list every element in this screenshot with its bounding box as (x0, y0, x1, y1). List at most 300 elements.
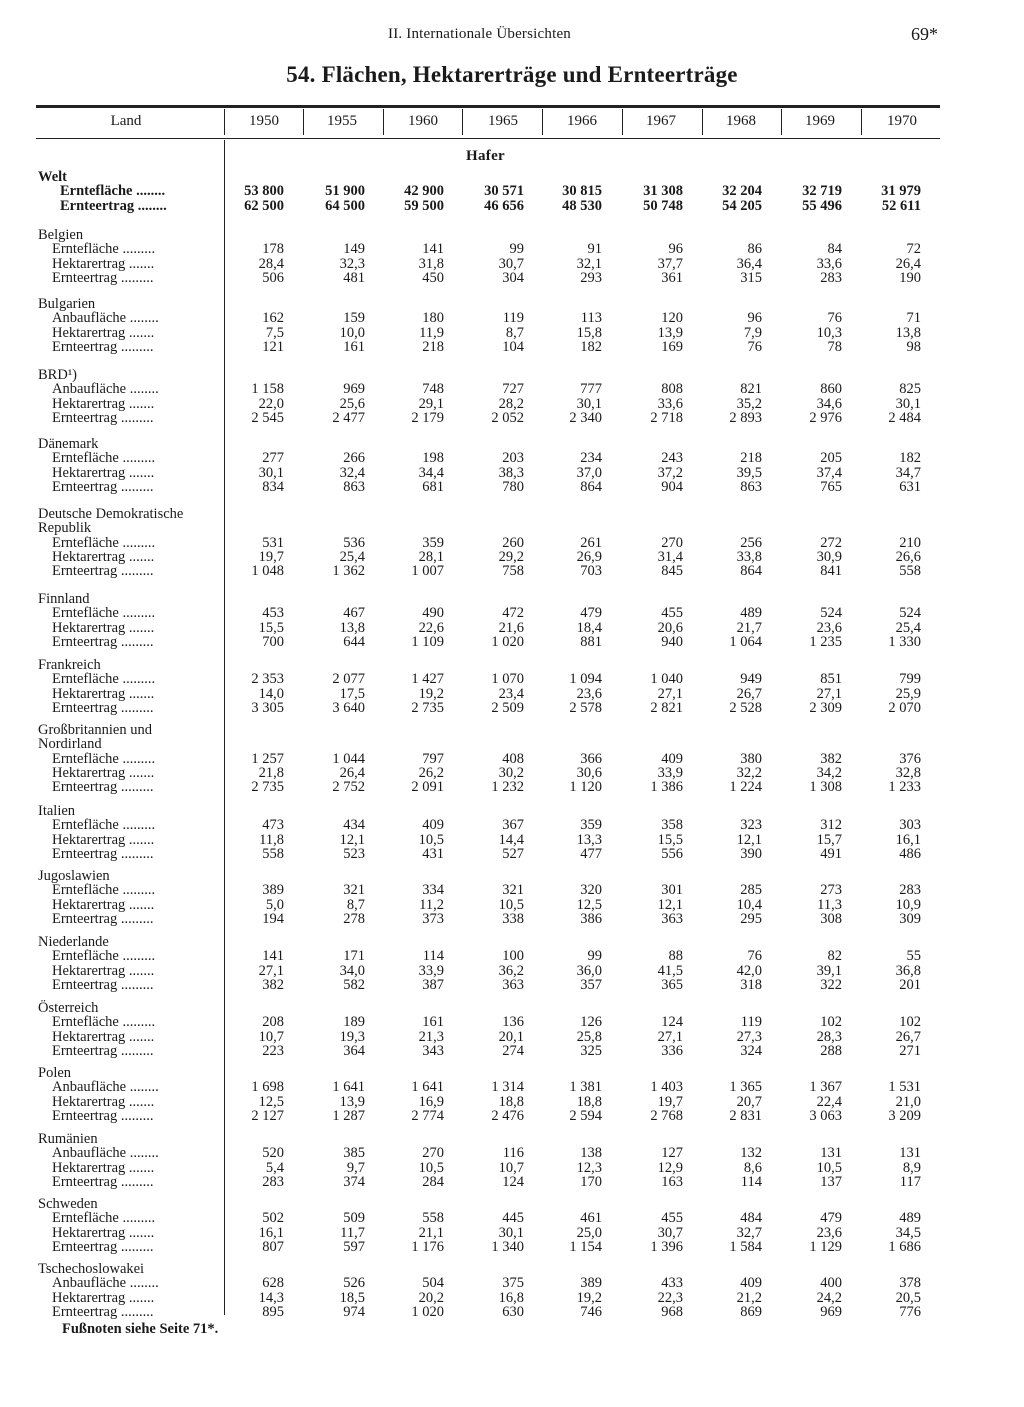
table-cell: 504 (422, 1275, 444, 1292)
table-cell: 19,3 (339, 1028, 365, 1045)
table-cell: 30,1 (576, 395, 602, 412)
table-cell: 39,5 (736, 464, 762, 481)
table-cell: 42 900 (404, 183, 444, 200)
table-cell: 34,0 (339, 962, 365, 979)
table-cell: 114 (740, 1173, 762, 1190)
table-cell: 35,2 (736, 395, 762, 412)
table-cell: 21,7 (736, 619, 762, 636)
table-cell: 55 496 (802, 197, 842, 214)
table-cell: 16,9 (418, 1093, 444, 1110)
table-cell: 367 (502, 817, 524, 834)
table-cell: 1 584 (729, 1238, 762, 1255)
table-cell: 293 (580, 269, 602, 286)
table-cell: 96 (747, 310, 762, 327)
table-cell: 9,7 (346, 1159, 365, 1176)
metric-label: Hektarertrag ....... (52, 764, 155, 781)
table-cell: 434 (343, 817, 365, 834)
table-cell: 531 (262, 534, 284, 551)
table-cell: 22,4 (816, 1093, 842, 1110)
table-cell: 16,1 (258, 1224, 284, 1241)
table-cell: 38,3 (498, 464, 524, 481)
table-cell: 30,1 (895, 395, 921, 412)
table-cell: 18,8 (576, 1093, 602, 1110)
metric-label: Ernteertrag ......... (52, 779, 154, 796)
table-cell: 864 (740, 563, 762, 580)
metric-label: Erntefläche ......... (52, 817, 156, 834)
table-cell: 261 (580, 534, 602, 551)
table-cell: 149 (343, 241, 365, 258)
table-cell: 321 (343, 882, 365, 899)
table-cell: 3 305 (251, 699, 284, 716)
table-cell: 30,1 (498, 1224, 524, 1241)
table-cell: 445 (502, 1210, 524, 1227)
metric-label: Anbaufläche ........ (52, 310, 159, 327)
table-cell: 1 686 (888, 1238, 921, 1255)
table-cell: 26,9 (576, 548, 602, 565)
table-cell: 524 (899, 605, 921, 622)
table-cell: 400 (820, 1275, 842, 1292)
table-cell: 1 232 (491, 779, 524, 796)
table-cell: 322 (820, 976, 842, 993)
table-cell: 33,9 (657, 764, 683, 781)
table-cell: 863 (343, 478, 365, 495)
table-cell: 776 (899, 1303, 921, 1320)
table-cell: 524 (820, 605, 842, 622)
column-divider (303, 109, 304, 135)
table-cell: 34,7 (895, 464, 921, 481)
metric-label: Hektarertrag ....... (52, 255, 155, 272)
table-cell: 895 (262, 1303, 284, 1320)
table-cell: 373 (422, 910, 444, 927)
table-cell: 2 509 (491, 699, 524, 716)
table-cell: 137 (820, 1173, 842, 1190)
column-header-year: 1955 (327, 113, 357, 129)
table-cell: 28,3 (816, 1028, 842, 1045)
table-cell: 477 (580, 845, 602, 862)
table-cell: 2 052 (491, 409, 524, 426)
table-cell: 14,4 (498, 831, 524, 848)
table-cell: 182 (580, 338, 602, 355)
table-cell: 22,6 (418, 619, 444, 636)
table-cell: 1 020 (411, 1303, 444, 1320)
metric-label: Hektarertrag ....... (52, 685, 155, 702)
table-cell: 27,1 (657, 685, 683, 702)
table-cell: 727 (502, 381, 524, 398)
table-cell: 777 (580, 381, 602, 398)
metric-label: Erntefläche ......... (52, 534, 156, 551)
table-cell: 218 (740, 450, 762, 467)
metric-label: Ernteertrag ......... (52, 910, 154, 927)
table-cell: 19,7 (258, 548, 284, 565)
country-name: Finnland (38, 591, 90, 607)
table-cell: 37,4 (816, 464, 842, 481)
table-cell: 28,4 (258, 255, 284, 272)
table-cell: 1 094 (569, 671, 602, 688)
table-cell: 37,0 (576, 464, 602, 481)
country-name: BRD¹) (38, 367, 77, 383)
table-cell: 34,5 (895, 1224, 921, 1241)
metric-label: Erntefläche ......... (52, 882, 156, 899)
metric-label: Ernteertrag ......... (52, 478, 154, 495)
metric-label: Erntefläche ........ (60, 183, 166, 200)
table-cell: 5,4 (265, 1159, 284, 1176)
metric-label: Hektarertrag ....... (52, 896, 155, 913)
table-cell: 32,4 (339, 464, 365, 481)
table-cell: 359 (580, 817, 602, 834)
metric-label: Ernteertrag ......... (52, 976, 154, 993)
table-cell: 243 (661, 450, 683, 467)
table-cell: 2 070 (888, 699, 921, 716)
metric-label: Hektarertrag ....... (52, 962, 155, 979)
table-cell: 36,0 (576, 962, 602, 979)
table-cell: 389 (262, 882, 284, 899)
table-cell: 26,2 (418, 764, 444, 781)
table-cell: 203 (502, 450, 524, 467)
table-cell: 12,9 (657, 1159, 683, 1176)
column-divider (861, 109, 862, 135)
metric-label: Hektarertrag ....... (52, 619, 155, 636)
table-cell: 19,2 (576, 1289, 602, 1306)
table-cell: 33,9 (418, 962, 444, 979)
metric-label: Hektarertrag ....... (52, 1224, 155, 1241)
column-divider (383, 109, 384, 135)
table-cell: 1 109 (411, 633, 444, 650)
table-cell: 597 (343, 1238, 365, 1255)
table-cell: 7,5 (265, 324, 284, 341)
table-cell: 582 (343, 976, 365, 993)
table-cell: 1 020 (491, 633, 524, 650)
table-cell: 124 (661, 1014, 683, 1031)
table-cell: 409 (422, 817, 444, 834)
metric-label: Ernteertrag ......... (52, 845, 154, 862)
table-cell: 2 484 (888, 409, 921, 426)
table-cell: 363 (502, 976, 524, 993)
page-number: 69* (911, 24, 938, 44)
table-cell: 25,6 (339, 395, 365, 412)
table-cell: 2 735 (411, 699, 444, 716)
table-cell: 33,6 (816, 255, 842, 272)
table-cell: 2 477 (332, 409, 365, 426)
table-cell: 102 (899, 1014, 921, 1031)
metric-label: Ernteertrag ......... (52, 563, 154, 580)
table-cell: 21,8 (258, 764, 284, 781)
table-cell: 484 (740, 1210, 762, 1227)
table-cell: 2 893 (729, 409, 762, 426)
table-cell: 375 (502, 1275, 524, 1292)
table-cell: 12,1 (657, 896, 683, 913)
table-cell: 21,1 (418, 1224, 444, 1241)
table-cell: 455 (661, 605, 683, 622)
table-cell: 303 (899, 817, 921, 834)
table-cell: 27,1 (816, 685, 842, 702)
table-cell: 26,7 (736, 685, 762, 702)
table-cell: 10,5 (816, 1159, 842, 1176)
table-cell: 1 340 (491, 1238, 524, 1255)
table-cell: 169 (661, 338, 683, 355)
table-cell: 100 (502, 948, 524, 965)
metric-label: Anbaufläche ........ (52, 1275, 159, 1292)
table-cell: 71 (906, 310, 921, 327)
metric-label: Hektarertrag ....... (52, 548, 155, 565)
table-cell: 851 (820, 671, 842, 688)
table-cell: 30,2 (498, 764, 524, 781)
table-cell: 409 (740, 1275, 762, 1292)
table-cell: 25,4 (339, 548, 365, 565)
table-cell: 283 (899, 882, 921, 899)
metric-label: Ernteertrag ......... (52, 1173, 154, 1190)
table-cell: 121 (262, 338, 284, 355)
table-cell: 8,7 (505, 324, 524, 341)
table-cell: 10,5 (418, 831, 444, 848)
table-cell: 509 (343, 1210, 365, 1227)
table-cell: 256 (740, 534, 762, 551)
table-cell: 31 308 (643, 183, 683, 200)
table-cell: 382 (820, 750, 842, 767)
table-cell: 10,7 (258, 1028, 284, 1045)
table-cell: 7,9 (743, 324, 762, 341)
column-divider (462, 109, 463, 135)
table-cell: 20,7 (736, 1093, 762, 1110)
table-cell: 486 (899, 845, 921, 862)
table-cell: 30,7 (657, 1224, 683, 1241)
table-cell: 15,5 (657, 831, 683, 848)
table-cell: 1 257 (251, 750, 284, 767)
table-cell: 536 (343, 534, 365, 551)
table-cell: 50 748 (643, 197, 683, 214)
table-cell: 208 (262, 1014, 284, 1031)
header-rule (36, 138, 940, 139)
table-cell: 825 (899, 381, 921, 398)
table-cell: 1 396 (650, 1238, 683, 1255)
metric-label: Ernteertrag ......... (52, 699, 154, 716)
table-cell: 12,1 (339, 831, 365, 848)
table-cell: 807 (262, 1238, 284, 1255)
table-cell: 10,9 (895, 896, 921, 913)
metric-label: Hektarertrag ....... (52, 395, 155, 412)
table-cell: 88 (668, 948, 683, 965)
country-name: Italien (38, 803, 76, 819)
metric-label: Anbaufläche ........ (52, 381, 159, 398)
table-cell: 1 314 (491, 1079, 524, 1096)
table-cell: 26,4 (339, 764, 365, 781)
table-cell: 940 (661, 633, 683, 650)
table-cell: 25,4 (895, 619, 921, 636)
column-divider (702, 109, 703, 135)
table-cell: 869 (740, 1303, 762, 1320)
table-cell: 1 287 (332, 1107, 365, 1124)
table-cell: 62 500 (244, 197, 284, 214)
country-name: Großbritannien und (38, 722, 152, 738)
table-cell: 20,6 (657, 619, 683, 636)
country-name: Bulgarien (38, 296, 96, 312)
table-cell: 20,2 (418, 1289, 444, 1306)
table-cell: 969 (343, 381, 365, 398)
table-cell: 703 (580, 563, 602, 580)
table-cell: 834 (262, 478, 284, 495)
table-cell: 378 (899, 1275, 921, 1292)
table-cell: 2 735 (251, 779, 284, 796)
table-cell: 343 (422, 1042, 444, 1059)
table-cell: 28,2 (498, 395, 524, 412)
table-cell: 278 (343, 910, 365, 927)
table-cell: 1 367 (809, 1079, 842, 1096)
table-cell: 30,1 (258, 464, 284, 481)
table-cell: 363 (661, 910, 683, 927)
table-cell: 2 353 (251, 671, 284, 688)
table-cell: 821 (740, 381, 762, 398)
table-cell: 34,4 (418, 464, 444, 481)
table-cell: 37,7 (657, 255, 683, 272)
table-cell: 113 (580, 310, 602, 327)
table-cell: 380 (740, 750, 762, 767)
table-cell: 20,1 (498, 1028, 524, 1045)
table-cell: 758 (502, 563, 524, 580)
table-cell: 467 (343, 605, 365, 622)
table-cell: 161 (343, 338, 365, 355)
table-cell: 180 (422, 310, 444, 327)
table-cell: 558 (262, 845, 284, 862)
table-cell: 974 (343, 1303, 365, 1320)
metric-label: Erntefläche ......... (52, 605, 156, 622)
table-cell: 390 (740, 845, 762, 862)
table-cell: 556 (661, 845, 683, 862)
table-cell: 32,1 (576, 255, 602, 272)
table-cell: 2 077 (332, 671, 365, 688)
table-cell: 1 154 (569, 1238, 602, 1255)
table-cell: 11,9 (419, 324, 444, 341)
table-cell: 25,0 (576, 1224, 602, 1241)
table-cell: 490 (422, 605, 444, 622)
table-cell: 808 (661, 381, 683, 398)
table-cell: 14,0 (258, 685, 284, 702)
column-header-year: 1968 (726, 113, 756, 129)
metric-label: Hektarertrag ....... (52, 1093, 155, 1110)
table-cell: 30 571 (484, 183, 524, 200)
table-cell: 780 (502, 478, 524, 495)
table-cell: 76 (747, 948, 762, 965)
table-cell: 357 (580, 976, 602, 993)
table-cell: 2 768 (650, 1107, 683, 1124)
table-cell: 171 (343, 948, 365, 965)
table-cell: 55 (906, 948, 921, 965)
table-cell: 271 (899, 1042, 921, 1059)
table-cell: 46 656 (484, 197, 524, 214)
table-cell: 223 (262, 1042, 284, 1059)
table-cell: 748 (422, 381, 444, 398)
column-divider (781, 109, 782, 135)
table-title: 54. Flächen, Hektarerträge und Ernteerträge (286, 62, 738, 87)
table-cell: 450 (422, 269, 444, 286)
table-cell: 312 (820, 817, 842, 834)
table-cell: 34,6 (816, 395, 842, 412)
table-cell: 2 340 (569, 409, 602, 426)
table-cell: 1 070 (491, 671, 524, 688)
table-cell: 338 (502, 910, 524, 927)
table-cell: 119 (502, 310, 524, 327)
table-cell: 14,3 (258, 1289, 284, 1306)
metric-label: Hektarertrag ....... (52, 324, 155, 341)
section-title: II. Internationale Übersichten (388, 26, 572, 42)
table-cell: 21,0 (895, 1093, 921, 1110)
table-cell: 201 (899, 976, 921, 993)
table-cell: 949 (740, 671, 762, 688)
table-cell: 13,8 (339, 619, 365, 636)
country-name: Polen (38, 1065, 72, 1081)
table-cell: 841 (820, 563, 842, 580)
table-cell: 32,3 (339, 255, 365, 272)
table-cell: 25,9 (895, 685, 921, 702)
table-cell: 408 (502, 750, 524, 767)
table-cell: 132 (740, 1145, 762, 1162)
table-cell: 15,5 (258, 619, 284, 636)
table-cell: 36,4 (736, 255, 762, 272)
table-cell: 644 (343, 633, 365, 650)
table-cell: 11,7 (340, 1224, 365, 1241)
country-name: Dänemark (38, 436, 99, 452)
column-header-year: 1950 (249, 113, 279, 129)
table-cell: 37,2 (657, 464, 683, 481)
table-cell: 141 (262, 948, 284, 965)
table-cell: 2 545 (251, 409, 284, 426)
metric-label: Hektarertrag ....... (52, 1028, 155, 1045)
table-cell: 19,7 (657, 1093, 683, 1110)
metric-label: Anbaufläche ........ (52, 1079, 159, 1096)
table-cell: 161 (422, 1014, 444, 1031)
table-cell: 27,1 (258, 962, 284, 979)
table-cell: 2 309 (809, 699, 842, 716)
table-cell: 22,3 (657, 1289, 683, 1306)
metric-label: Ernteertrag ......... (52, 633, 154, 650)
country-name: Jugoslawien (38, 868, 110, 884)
table-cell: 1 403 (650, 1079, 683, 1096)
table-cell: 51 900 (325, 183, 365, 200)
table-cell: 194 (262, 910, 284, 927)
table-cell: 76 (747, 338, 762, 355)
table-cell: 1 381 (569, 1079, 602, 1096)
table-cell: 198 (422, 450, 444, 467)
country-name: Republik (38, 520, 92, 537)
metric-label: Hektarertrag ....... (52, 1289, 155, 1306)
table-cell: 32,7 (736, 1224, 762, 1241)
table-cell: 33,8 (736, 548, 762, 565)
table-cell: 15,8 (576, 324, 602, 341)
table-cell: 31,4 (657, 548, 683, 565)
table-cell: 1 007 (411, 563, 444, 580)
table-cell: 481 (343, 269, 365, 286)
table-cell: 13,9 (339, 1093, 365, 1110)
metric-label: Erntefläche ......... (52, 1210, 156, 1227)
table-cell: 409 (661, 750, 683, 767)
table-cell: 78 (827, 338, 842, 355)
table-cell: 21,2 (736, 1289, 762, 1306)
table-cell: 72 (906, 241, 921, 258)
table-cell: 76 (827, 310, 842, 327)
table-cell: 16,1 (895, 831, 921, 848)
table-cell: 364 (343, 1042, 365, 1059)
table-cell: 99 (587, 948, 602, 965)
table-cell: 389 (580, 1275, 602, 1292)
table-cell: 126 (580, 1014, 602, 1031)
table-cell: 845 (661, 563, 683, 580)
table-cell: 366 (580, 750, 602, 767)
table-cell: 527 (502, 845, 524, 862)
table-cell: 453 (262, 605, 284, 622)
table-cell: 1 308 (809, 779, 842, 796)
table-cell: 22,0 (258, 395, 284, 412)
table-cell: 13,8 (895, 324, 921, 341)
metric-label: Hektarertrag ....... (52, 464, 155, 481)
table-cell: 15,7 (816, 831, 842, 848)
